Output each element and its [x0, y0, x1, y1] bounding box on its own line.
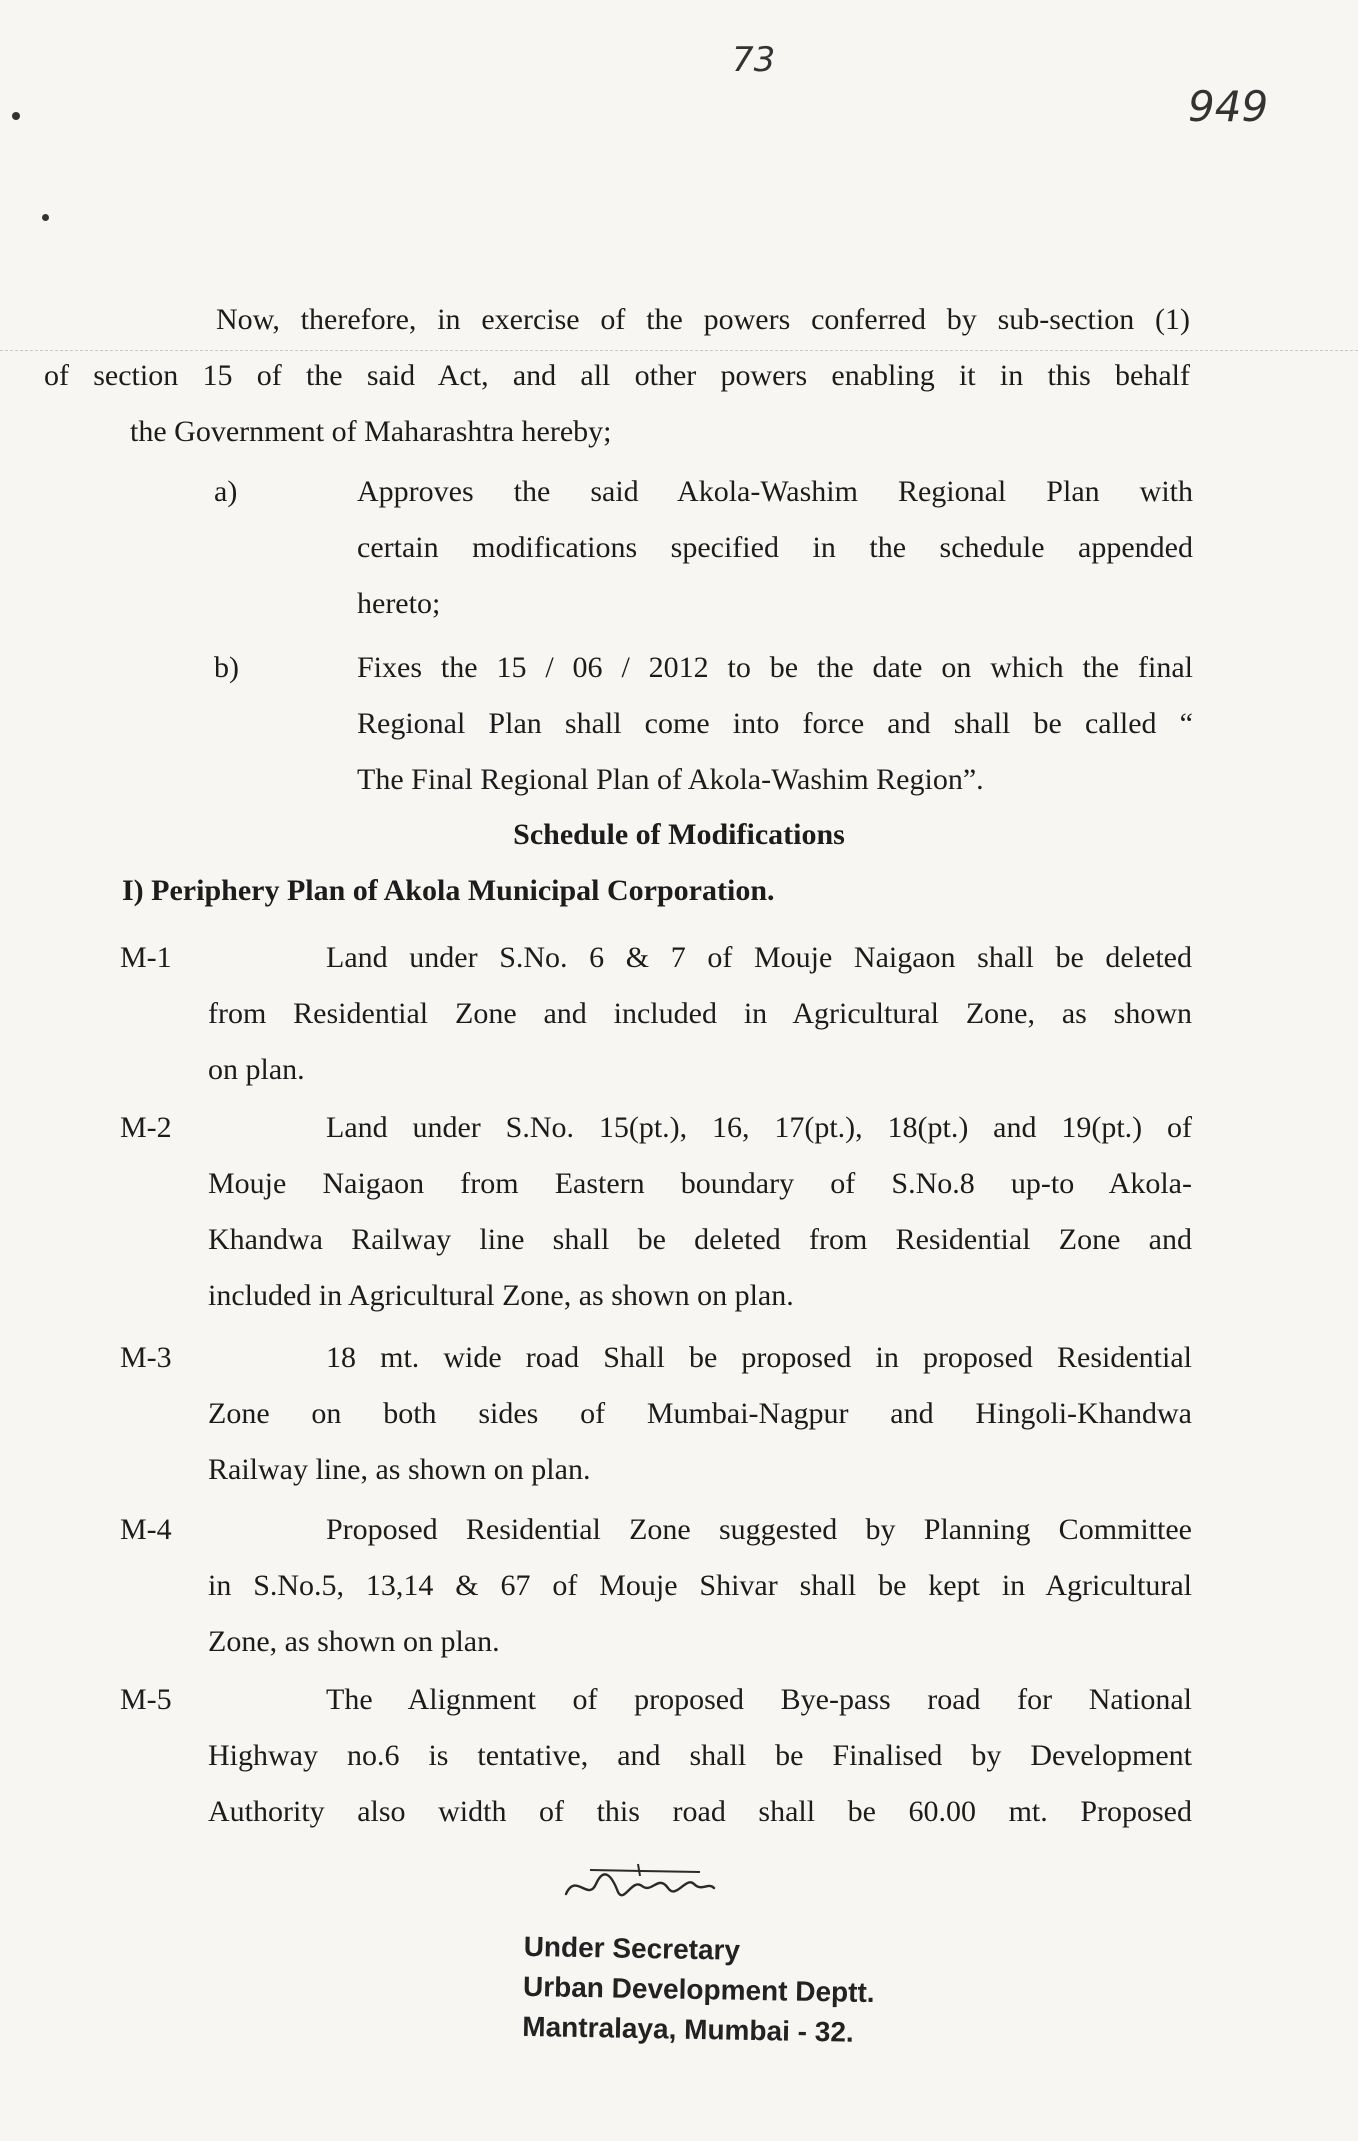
list-item-line: The Final Regional Plan of Akola-Washim Region”.	[357, 763, 984, 796]
modification-line: Highway no.6 is tentative, and shall be Finalised by Development	[208, 1739, 1192, 1772]
preamble-line: of section 15 of the said Act, and all other powers enabling it in this behalf	[44, 359, 1190, 392]
modification-code: M-5	[120, 1683, 172, 1716]
modification-line: on plan.	[208, 1053, 305, 1086]
modification-line: 18 mt. wide road Shall be proposed in proposed Residential	[326, 1341, 1192, 1374]
modification-line: The Alignment of proposed Bye-pass road for National	[326, 1683, 1192, 1716]
list-item-label: a)	[214, 475, 238, 508]
preamble-line: Now, therefore, in exercise of the powers conferred by sub-section (1)	[216, 303, 1190, 336]
modification-line: Land under S.No. 15(pt.), 16, 17(pt.), 18(pt.) and 19(pt.) of	[326, 1111, 1192, 1144]
section-heading: I) Periphery Plan of Akola Municipal Corporation.	[122, 874, 775, 907]
modification-code: M-1	[120, 941, 172, 974]
list-item-text	[357, 640, 1193, 808]
modification-line: Railway line, as shown on plan.	[208, 1453, 591, 1486]
scan-speck	[42, 214, 49, 221]
list-item-line: Regional Plan shall come into force and shall be called “	[357, 707, 1193, 740]
modification-line: from Residential Zone and included in Agricultural Zone, as shown	[208, 997, 1192, 1030]
modification-line: in S.No.5, 13,14 & 67 of Mouje Shivar shall be kept in Agricultural	[208, 1569, 1192, 1602]
list-item-line: Approves the said Akola-Washim Regional Plan with	[357, 475, 1193, 508]
page-number: 73	[732, 40, 776, 80]
modification-line: Zone on both sides of Mumbai-Nagpur and Hingoli-Khandwa	[208, 1397, 1192, 1430]
official-stamp	[522, 1927, 876, 2053]
list-item-line: hereto;	[357, 587, 441, 620]
modification-line: Khandwa Railway line shall be deleted from Residential Zone and	[208, 1223, 1192, 1256]
modification-code: M-2	[120, 1111, 172, 1144]
modification-text	[208, 1100, 1192, 1324]
modification-line: Proposed Residential Zone suggested by Planning Committee	[326, 1513, 1192, 1546]
scan-speck	[12, 112, 20, 120]
list-item-line: Fixes the 15 / 06 / 2012 to be the date on which the final	[357, 651, 1193, 684]
modification-line: Zone, as shown on plan.	[208, 1625, 500, 1658]
modification-text	[208, 1330, 1192, 1498]
modification-code: M-4	[120, 1513, 172, 1546]
modification-line: Land under S.No. 6 & 7 of Mouje Naigaon shall be deleted	[326, 941, 1192, 974]
list-item-text	[357, 464, 1193, 632]
stamp-line: Under Secretary	[523, 1930, 741, 1966]
schedule-heading: Schedule of Modifications	[513, 818, 845, 851]
modification-text	[208, 930, 1192, 1098]
modification-line: Authority also width of this road shall be 60.00 mt. Proposed	[208, 1795, 1192, 1828]
list-item-line: certain modifications specified in the schedule appended	[357, 531, 1193, 564]
folio-number: 949	[1188, 82, 1269, 131]
preamble-paragraph	[44, 292, 1190, 460]
preamble-line: the Government of Maharashtra hereby;	[130, 415, 612, 448]
modification-line: included in Agricultural Zone, as shown on plan.	[208, 1279, 794, 1312]
stamp-line: Mantralaya, Mumbai - 32.	[522, 2010, 854, 2048]
modification-line: Mouje Naigaon from Eastern boundary of S.No.8 up-to Akola-	[208, 1167, 1192, 1200]
list-item-label: b)	[214, 651, 239, 684]
modification-code: M-3	[120, 1341, 172, 1374]
signature-image	[560, 1858, 720, 1918]
modification-text	[208, 1502, 1192, 1670]
modification-text	[208, 1672, 1192, 1840]
stamp-line: Urban Development Deptt.	[522, 1970, 875, 2009]
